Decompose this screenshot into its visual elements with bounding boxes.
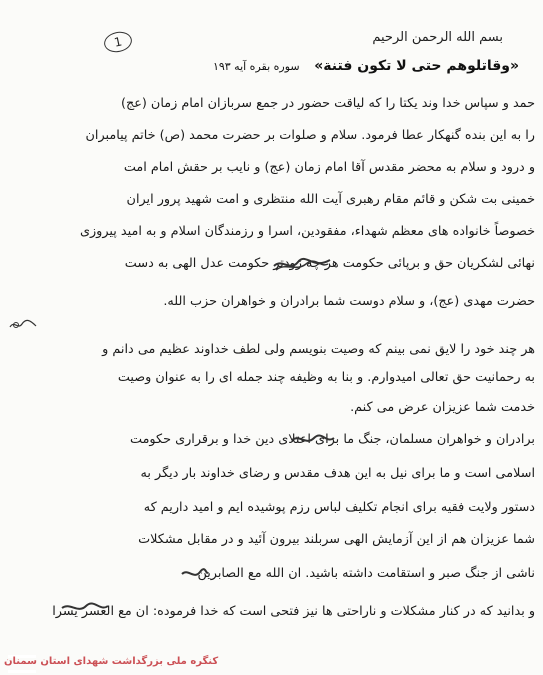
text-line: ناشی از جنگ صبر و استقامت داشته باشید. ان الله مع الصابرین	[197, 566, 535, 581]
strikeout-scribble-icon	[60, 600, 110, 616]
text-line: هر چند خود را لایق نمی بینم که وصیت بنویسم ولی لطف خداوند عظیم می دانم و	[102, 342, 535, 357]
strikeout-scribble-icon	[180, 566, 210, 582]
verse-quote-line	[99, 58, 519, 74]
strikeout-scribble-icon	[272, 256, 332, 274]
text-line: خصوصاً خانواده های معظم شهداء، مفقودین، اسرا و رزمندگان اسلام و به امید پیروزی	[79, 224, 535, 239]
bismillah-text: بسم الله الرحمن الرحیم	[372, 30, 503, 45]
verse-reference: سوره بقره آیه ۱۹۳	[212, 60, 300, 73]
text-line: و بدانید که در کنار مشکلات و ناراحتی ها نیز فتحی است که خدا فرموده: ان مع العسر یسرا	[52, 604, 535, 619]
text-line: خدمت شما عزیزان عرض می کنم.	[350, 400, 535, 415]
watermark-text: کنگره ملی بزرگداشت شهدای استان سمنان	[4, 655, 219, 667]
verse-quote: «وقاتلوهم حتی لا تکون فتنة»	[314, 58, 519, 74]
text-line: دستور ولایت فقیه برای انجام تکلیف لباس رزم پوشیده ایم و امید داریم که	[143, 500, 535, 515]
text-line: خمینی بت شکن و قائم مقام رهبری آیت الله منتظری و امت شهید پرور ایران	[126, 192, 535, 207]
text-line: برادران و خواهران مسلمان، جنگ ما برای اعتلای دین خدا و برقراری حکومت	[130, 432, 535, 447]
text-line: و درود و سلام به محضر مقدس آقا امام زمان (عج) و نایب بر حقش امام امت	[123, 160, 535, 175]
text-line: را به این بنده گنهکار عطا فرمود. سلام و صلوات بر حضرت محمد (ص) خاتم پیامبران	[85, 128, 535, 143]
text-line: نهائی لشکریان حق و برپائی حکومت هر چه زودتر حکومت عدل الهی به دست	[124, 256, 535, 271]
text-line: اسلامی است و ما برای نیل به این هدف مقدس و رضای خداوند بار دیگر به	[140, 466, 535, 481]
strikeout-scribble-icon	[290, 432, 336, 448]
text-line: به رحمانیت حق تعالی امیدوارم. و بنا به وظیفه چند جمله ای را به عنوان وصیت	[117, 370, 535, 385]
header-line	[372, 30, 503, 45]
text-line: حضرت مهدی (عج)، و سلام دوست شما برادران و خواهران حزب الله.	[163, 294, 535, 309]
text-line: حمد و سپاس خدا وند یکتا را که لیاقت حضور در جمع سربازان امام زمان (عج)	[120, 96, 535, 111]
page-number: 1	[102, 29, 134, 54]
watermark	[0, 647, 219, 675]
margin-doodle-icon	[8, 318, 38, 335]
text-line: شما عزیزان هم از این آزمایش الهی سربلند بیرون آئید و در مقابل مشکلات	[138, 532, 535, 547]
